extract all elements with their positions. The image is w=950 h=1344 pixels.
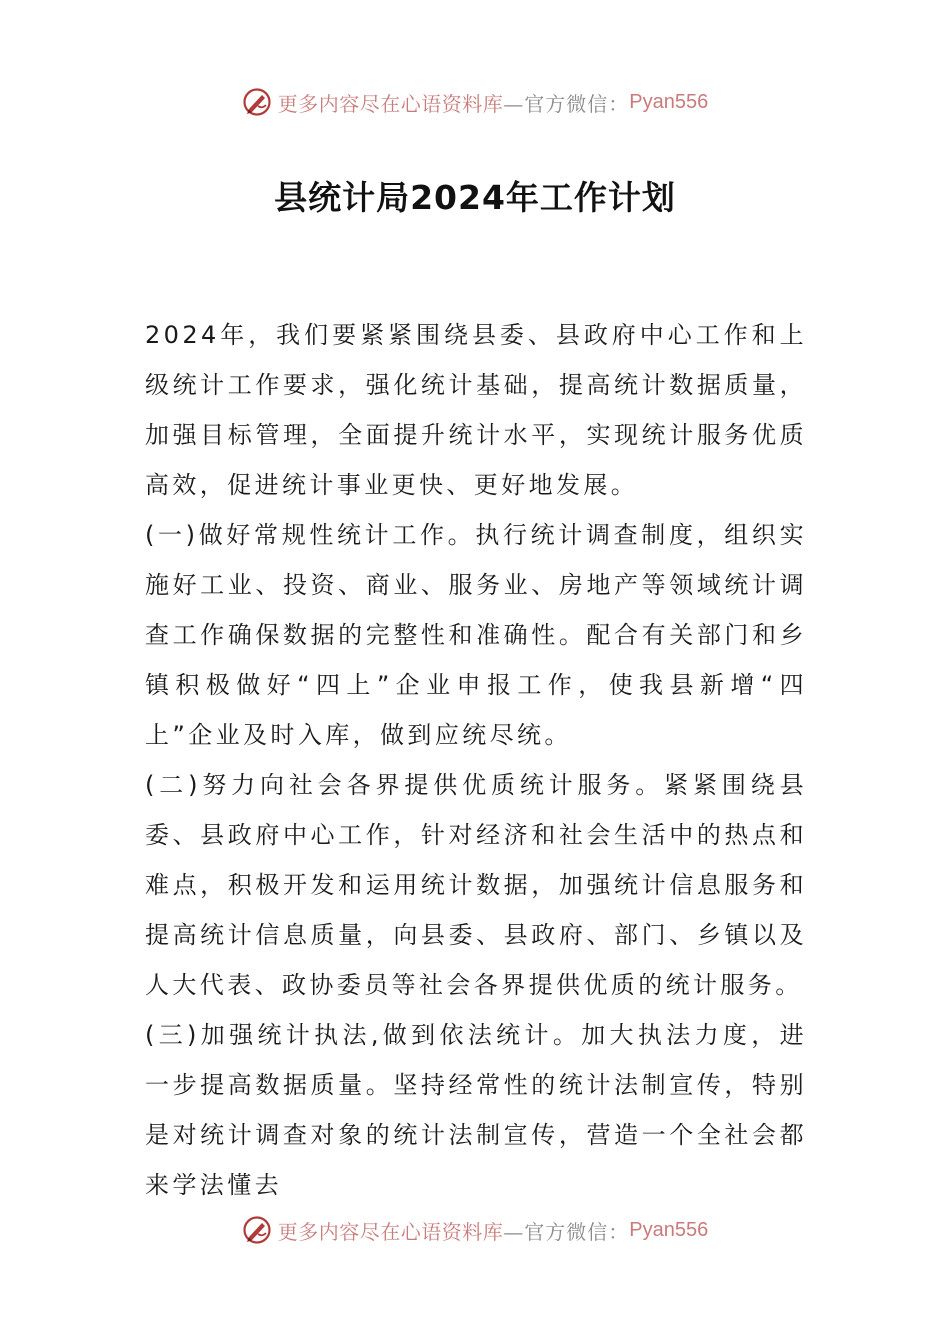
banner-main-text: 更多内容尽在心语资料库 xyxy=(277,91,504,116)
banner-sub-text: —官方微信： xyxy=(503,1219,630,1244)
banner-main-text: 更多内容尽在心语资料库 xyxy=(277,1219,504,1244)
banner-sub-text: —官方微信： xyxy=(503,91,630,116)
paragraph-section-3: (三)加强统计执法,做到依法统计。加大执法力度，进一步提高数据质量。坚持经常性的统计法制宣传，特别是对统计调查对象的统计法制宣传，营造一个全社会都来学法懂去 xyxy=(145,1021,807,1199)
banner-wechat-id: Pyan556 xyxy=(629,1218,709,1241)
footer-banner xyxy=(0,1210,950,1250)
banner-wechat-id: Pyan556 xyxy=(629,90,709,113)
header-banner xyxy=(0,82,950,122)
paragraph-section-2: (二)努力向社会各界提供优质统计服务。紧紧围绕县委、县政府中心工作，针对经济和社会生活中的热点和难点，积极开发和运用统计数据，加强统计信息服务和提高统计信息质量，向县委、县政府、部门、乡镇以及人大代表、政协委员等社会各界提供优质的统计服务。 xyxy=(145,771,807,999)
pen-logo-icon xyxy=(242,87,272,117)
paragraph-section-1: (一)做好常规性统计工作。执行统计调查制度，组织实施好工业、投资、商业、服务业、房地产等领域统计调查工作确保数据的完整性和准确性。配合有关部门和乡镇积极做好“四上”企业申报工作，使我县新增“四上”企业及时入库，做到应统尽统。 xyxy=(145,521,807,749)
paragraph-intro: 2024年，我们要紧紧围绕县委、县政府中心工作和上级统计工作要求，强化统计基础，提高统计数据质量，加强目标管理，全面提升统计水平，实现统计服务优质高效，促进统计事业更快、更好地发展。 xyxy=(145,321,807,499)
document-title: 县统计局2024年工作计划 xyxy=(274,178,676,217)
document-body xyxy=(145,310,807,1210)
pen-logo-icon xyxy=(242,1215,272,1245)
